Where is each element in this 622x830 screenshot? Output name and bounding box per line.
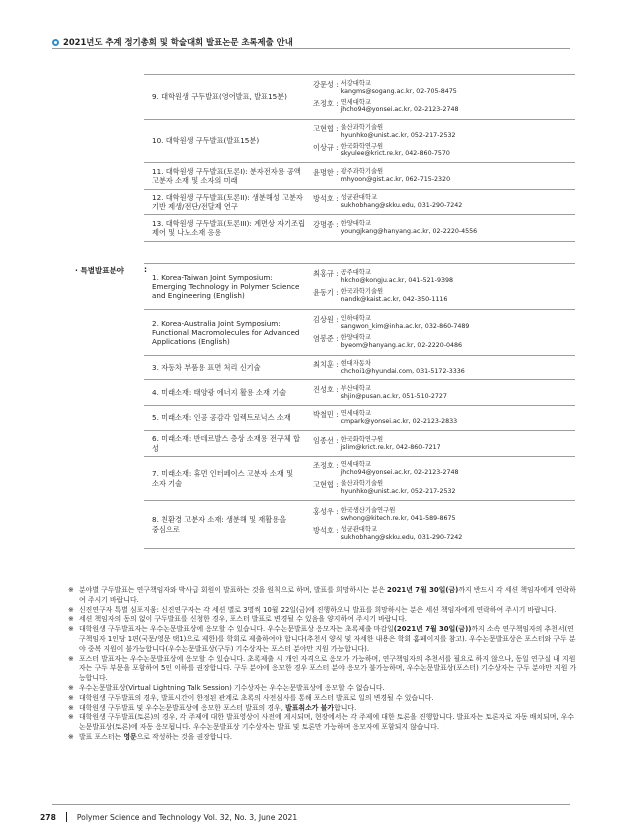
chair-org: 울산과학기술원: [340, 480, 384, 487]
note-item: [68, 606, 578, 616]
chair-name: 최치훈 :: [313, 360, 339, 369]
session-title-line: 13. 대학원생 구두발표(토론III): 계면상 자기조립: [152, 218, 305, 228]
session-row: [144, 356, 575, 380]
session-title: [144, 310, 309, 356]
chair-org: 한국과학기술원: [340, 288, 384, 295]
note-text: [79, 713, 578, 733]
note-fragment: 세션 책임자의 동의 없이 구두발표를 신청한 경우, 포스터 발표로 변경될 수 있음을 양지하여 주시기 바랍니다.: [79, 615, 407, 624]
chair-contact: hkcho@kongju.ac.kr, 041-521-9398: [340, 277, 453, 285]
session-row: [144, 120, 575, 163]
session-title-line: 9. 대학원생 구두발표(영어발표, 발표15분): [152, 92, 287, 102]
special-section-title: · 특별발표분야: [75, 266, 124, 275]
chair-entry: [313, 436, 575, 452]
session-title-line: 11. 대학원생 구두발표(토론I): 분자전자용 공액: [152, 166, 301, 176]
note-text: [79, 615, 578, 625]
session-title-line: 2. Korea-Australia Joint Symposium:: [152, 318, 281, 328]
chair-entry: [313, 80, 575, 96]
note-fragment: 으로 작성하는 것을 권장합니다.: [136, 732, 232, 741]
session-row: [144, 431, 575, 457]
chair-name: 최홍규 :: [313, 269, 339, 278]
chair-info: [341, 288, 448, 304]
chair-org: 성균관대학교: [340, 526, 378, 533]
note-item: [68, 586, 578, 606]
chair-entry: [313, 461, 575, 477]
session-row: [144, 380, 575, 406]
chair-entry: [313, 220, 575, 236]
note-fragment: 분야별 구두발표는 연구책임자와 박사급 회원이 발표하는 것을 원칙으로 하며, 발표를 희망하시는 분은: [79, 586, 388, 594]
session-title-line: 1. Korea-Taiwan Joint Symposium:: [152, 272, 273, 282]
chair-contact: sukhobhang@skku.edu, 031-290-7242: [340, 533, 463, 541]
note-item: [68, 684, 578, 694]
note-item: [68, 733, 578, 743]
chair-contact: mhyoon@gist.ac.kr, 062-715-2320: [340, 176, 451, 183]
session-row: [144, 215, 575, 242]
session-row: [144, 457, 575, 501]
note-fragment: 우수논문발표상(Virtual Lightning Talk Session) 기수상자는 우수논문발표상에 응모할 수 없습니다.: [79, 683, 385, 692]
chair-entry: [313, 360, 575, 376]
chair-contact: sangwon_kim@inha.ac.kr, 032-860-7489: [340, 323, 470, 331]
journal-citation: Polymer Science and Technology Vol. 32, No. 3, June 2021: [76, 812, 298, 822]
session-title: [144, 75, 309, 120]
note-mark: ※: [68, 732, 74, 741]
session-title-line: 3. 자동차 부품용 표면 처리 신기술: [152, 362, 261, 372]
note-text: [79, 733, 578, 743]
chair-name: 강문성 :: [313, 80, 339, 89]
chair-contact: nandk@kaist.ac.kr, 042-350-1116: [340, 295, 448, 303]
chair-info: [341, 436, 441, 452]
session-chairs: [309, 406, 575, 431]
note-text: [79, 655, 578, 684]
special-section-colon: :: [143, 265, 147, 274]
note-mark: ※: [68, 605, 74, 614]
chair-entry: [313, 143, 575, 159]
session-chairs: [309, 75, 575, 120]
chair-info: [341, 194, 463, 210]
note-fragment: 대학원생 구두발표의 경우, 발표시간이 한정된 관계로 초록의 사전심사를 통해 포스터 발표로 일의 변경될 수 있습니다.: [79, 693, 434, 702]
note-mark: ※: [68, 654, 74, 663]
chair-entry: [313, 315, 575, 331]
note-mark: ※: [68, 693, 74, 702]
session-chairs: [309, 120, 575, 163]
special-section-label: [75, 265, 147, 276]
chair-name: 고현협 :: [313, 124, 339, 133]
chair-entry: [313, 385, 575, 401]
session-title: [144, 120, 309, 163]
chair-contact: skyulee@krict.re.kr, 042-860-7570: [340, 150, 450, 158]
session-title: [144, 215, 309, 242]
session-title-line: 고분자 소재 및 소자의 미래: [152, 176, 238, 185]
session-title: [144, 380, 309, 406]
chair-org: 연세대학교: [340, 461, 371, 469]
session-title: [144, 457, 309, 501]
note-text: [79, 586, 578, 606]
chair-contact: shjin@pusan.ac.kr, 051-510-2727: [340, 392, 447, 400]
session-row: [144, 406, 575, 431]
note-fragment: 까지 반드시 각 세션 책임자에게 연락하여 주시기 바랍니다.: [79, 586, 576, 604]
note-item: [68, 655, 578, 684]
note-item: [68, 713, 578, 733]
chair-contact: youngjkang@hanyang.ac.kr, 02-2220-4556: [340, 228, 478, 235]
chair-contact: hyunhko@unist.ac.kr, 052-217-2532: [340, 131, 456, 139]
session-chairs: [309, 431, 575, 457]
chair-name: 조정호 :: [313, 99, 339, 108]
chair-contact: sukhobhang@skku.edu, 031-290-7242: [340, 202, 463, 209]
note-text: [79, 625, 578, 654]
chair-info: [341, 99, 459, 115]
note-emphasis: 영문: [123, 732, 137, 741]
chair-name: 김상원 :: [313, 315, 339, 324]
note-mark: ※: [68, 615, 74, 624]
chair-info: [341, 507, 456, 523]
chair-org: 한양대학교: [340, 220, 371, 228]
chair-org: 인하대학교: [340, 315, 371, 323]
note-mark: ※: [68, 703, 74, 712]
session-table-graduate: [144, 74, 575, 242]
chair-info: [341, 385, 447, 401]
session-title: [144, 431, 309, 457]
chair-entry: [313, 507, 575, 523]
chair-org: 한국화학연구원: [340, 435, 384, 443]
chair-org: 울산과학기술원: [340, 123, 384, 131]
chair-entry: [313, 288, 575, 304]
chair-info: [341, 410, 458, 426]
session-row: [144, 190, 575, 215]
session-title: [144, 264, 309, 310]
note-text: [79, 606, 578, 616]
session-title-line: 6. 미래소재: 반데르발스 층상 소재용 전구체 합성: [152, 434, 300, 453]
session-title-line: 5. 미래소재: 인공 공감각 일렉트로닉스 소재: [152, 413, 291, 423]
header-rule: [52, 48, 570, 49]
session-title: [144, 190, 309, 215]
chair-info: [341, 526, 463, 542]
chair-org: 한국화학연구원: [340, 142, 384, 150]
note-fragment: 까지 소속 연구책임자의 추천서(연구책임자 1인당 1편(국문/영문 택1)으로 제한)를 학회로 제출하여야 합니다(추천서 양식 및 자세한 내용은 학회 홈페이지를 참고). 우수논문발표상은 포스터와 구두 분야 중복 지원이 불가능합니다(우수논문발표상(구두) 기수상자는 포스터 분야만 지원 가능합니다).: [79, 625, 576, 653]
chair-name: 박철민 :: [313, 410, 339, 419]
footer-divider: [66, 812, 67, 822]
chair-contact: cmpark@yonsei.ac.kr, 02-2123-2833: [340, 418, 458, 425]
note-emphasis: 2021년 7월 30일(금): [387, 586, 459, 594]
chair-name: 이상규 :: [313, 143, 339, 152]
note-fragment: 대학원생 구두발표(토론)의 경우, 각 주제에 대한 발표영상이 사전에 게시되며, 현장에서는 각 주제에 대한 토론을 진행합니다. 발표자는 토론자로 자동 배치되며, 우수논문발표상(토론)에 자동 응모됩니다. 우수논문발표상 기수상자는 발표 및 토론만 가능하며 응모자에 포함되지 않습니다.: [79, 713, 575, 732]
note-item: [68, 625, 578, 654]
session-title-line: 4. 미래소재: 태양광 에너지 활용 소재 기술: [152, 387, 287, 397]
chair-info: [341, 269, 453, 285]
notes-list: [68, 586, 578, 743]
session-title-line: 제어 및 나노소재 응용: [152, 228, 222, 237]
note-fragment: 포스터 발표자는 우수논문발표상에 응모할 수 있습니다. 초록제출 시 개인 자격으로 응모가 가능하며, 연구책임자의 추천서를 필요로 하지 않으나, 동일 연구실 내 지원자는 구두 부문을 포함하여 5인 이하를 권장합니다. 구두 분야에 응모한 경우 포스터 분야 응모가 불가능하며, 우수논문발표상(포스터) 기수상자는 구두 분야만 지원 가능합니다.: [79, 654, 577, 683]
chair-info: [341, 80, 457, 96]
session-chairs: [309, 457, 575, 501]
note-fragment: 합니다.: [334, 703, 357, 712]
chair-name: 고현협 :: [313, 480, 339, 489]
session-title: [144, 163, 309, 190]
chair-name: 홍성우 :: [313, 507, 339, 516]
chair-info: [341, 334, 462, 350]
session-title: [144, 356, 309, 380]
bullet-circle-icon: [52, 39, 59, 46]
chair-org: 공주대학교: [340, 269, 371, 277]
chair-info: [341, 360, 465, 376]
session-chairs: [309, 264, 575, 310]
session-title-line: 12. 대학원생 구두발표(토론II): 생분해성 고분자: [152, 192, 303, 202]
chair-info: [341, 143, 450, 159]
session-row: [144, 75, 575, 120]
session-chairs: [309, 215, 575, 242]
session-title: [144, 406, 309, 431]
session-chairs: [309, 190, 575, 215]
note-fragment: 대학원생 구두발표자는 우수논문발표상에 응모할 수 있습니다. 우수논문발표상 응모자는 초록제출 마감일: [79, 625, 394, 634]
chair-org: 한양대학교: [340, 334, 371, 341]
session-title-line: 7. 미래소재: 휴먼 인터페이스 고분자 소재 및: [152, 469, 294, 479]
session-title-line: Emerging Technology in Polymer Science: [152, 281, 300, 291]
chair-entry: [313, 194, 575, 210]
chair-info: [341, 168, 451, 184]
session-row: [144, 310, 575, 356]
note-item: [68, 615, 578, 625]
session-title-line: Functional Macromolecules for Advanced: [152, 327, 300, 337]
session-chairs: [309, 310, 575, 356]
session-row: [144, 163, 575, 190]
session-chairs: [309, 380, 575, 406]
session-row: [144, 264, 575, 310]
note-mark: ※: [68, 586, 74, 594]
note-text: [79, 694, 578, 704]
session-chairs: [309, 163, 575, 190]
chair-name: 강명종 :: [313, 220, 339, 229]
session-title-line: and Engineering (English): [152, 291, 245, 301]
session-title-line: 소자 기술: [152, 478, 183, 488]
chair-entry: [313, 99, 575, 115]
note-fragment: 신진연구자 특별 심포지움: 신진연구자는 각 세션 별로 3명씩 10월 22일(금)에 진행하오니 발표를 희망하시는 분은 세션 책임자에게 연락하여 주시기 바랍니다.: [79, 605, 557, 614]
chair-name: 방석호 :: [313, 194, 339, 203]
chair-org: 광주과학기술원: [340, 168, 384, 176]
session-title: [144, 501, 309, 549]
footer-rule: [52, 804, 570, 805]
chair-name: 임종선 :: [313, 436, 339, 445]
chair-name: 방석호 :: [313, 526, 339, 535]
chair-org: 연세대학교: [340, 98, 371, 106]
note-emphasis: (2021년 7월 30일(금)): [393, 625, 472, 634]
note-mark: ※: [68, 713, 74, 722]
session-title-line: Applications (English): [152, 337, 230, 347]
page-number: 278: [40, 812, 56, 822]
chair-org: 현대자동차: [340, 359, 371, 367]
chair-name: 진성호 :: [313, 385, 339, 394]
note-text: [79, 684, 578, 694]
chair-info: [341, 461, 459, 477]
chair-contact: byeom@hanyang.ac.kr, 02-2220-0486: [340, 341, 463, 349]
chair-org: 서강대학교: [340, 79, 371, 87]
chair-entry: [313, 410, 575, 426]
session-chairs: [309, 501, 575, 549]
chair-info: [341, 220, 478, 236]
chair-contact: jslim@krict.re.kr, 042-860-7217: [340, 443, 441, 451]
chair-org: 연세대학교: [340, 410, 371, 418]
chair-name: 염봉준 :: [313, 334, 339, 343]
note-item: [68, 704, 578, 714]
session-table-special: [144, 263, 575, 549]
chair-name: 윤명한 :: [313, 168, 339, 177]
chair-info: [341, 124, 456, 140]
chair-name: 조정호 :: [313, 461, 339, 470]
chair-entry: [313, 526, 575, 542]
session-title-line: 10. 대학원생 구두발표(발표15분): [152, 136, 260, 146]
session-title-line: 기반 제생/전단/전달제 연구: [152, 202, 238, 211]
note-emphasis: 발표취소가 불가: [285, 703, 335, 712]
note-fragment: 발표 포스터는: [79, 732, 124, 741]
chair-entry: [313, 480, 575, 496]
chair-entry: [313, 168, 575, 184]
page-footer: [40, 812, 297, 822]
chair-contact: jhcho94@yonsei.ac.kr, 02-2123-2748: [340, 106, 459, 114]
session-chairs: [309, 356, 575, 380]
note-fragment: 대학원생 구두발표 및 우수논문발표상에 응모한 포스터 발표의 경우,: [79, 703, 286, 712]
page-header: [52, 36, 293, 48]
chair-contact: kangms@sogang.ac.kr, 02-705-8475: [340, 87, 457, 95]
note-item: [68, 694, 578, 704]
chair-org: 성균관대학교: [340, 194, 378, 202]
note-mark: ※: [68, 683, 74, 692]
chair-org: 한국생산기술연구원: [340, 507, 396, 515]
chair-entry: [313, 334, 575, 350]
session-title-line: 8. 친환경 고분자 소재: 생분해 및 재활용을: [152, 515, 287, 525]
chair-info: [341, 480, 456, 496]
note-mark: ※: [68, 625, 74, 634]
session-row: [144, 501, 575, 549]
chair-contact: swhong@kitech.re.kr, 041-589-8675: [340, 515, 456, 523]
chair-contact: hyunhko@unist.ac.kr, 052-217-2532: [340, 487, 456, 495]
header-title: 2021년도 추계 정기총회 및 학술대회 발표논문 초록제출 안내: [63, 37, 293, 47]
chair-info: [341, 315, 470, 331]
chair-entry: [313, 269, 575, 285]
chair-entry: [313, 124, 575, 140]
session-title-line: 중심으로: [152, 524, 180, 534]
note-text: [79, 704, 578, 714]
chair-org: 부산대학교: [340, 384, 371, 392]
chair-contact: jhcho94@yonsei.ac.kr, 02-2123-2748: [340, 469, 459, 477]
chair-contact: chchoi1@hyundai.com, 031-5172-3336: [340, 367, 465, 375]
chair-name: 윤동기 :: [313, 288, 339, 297]
